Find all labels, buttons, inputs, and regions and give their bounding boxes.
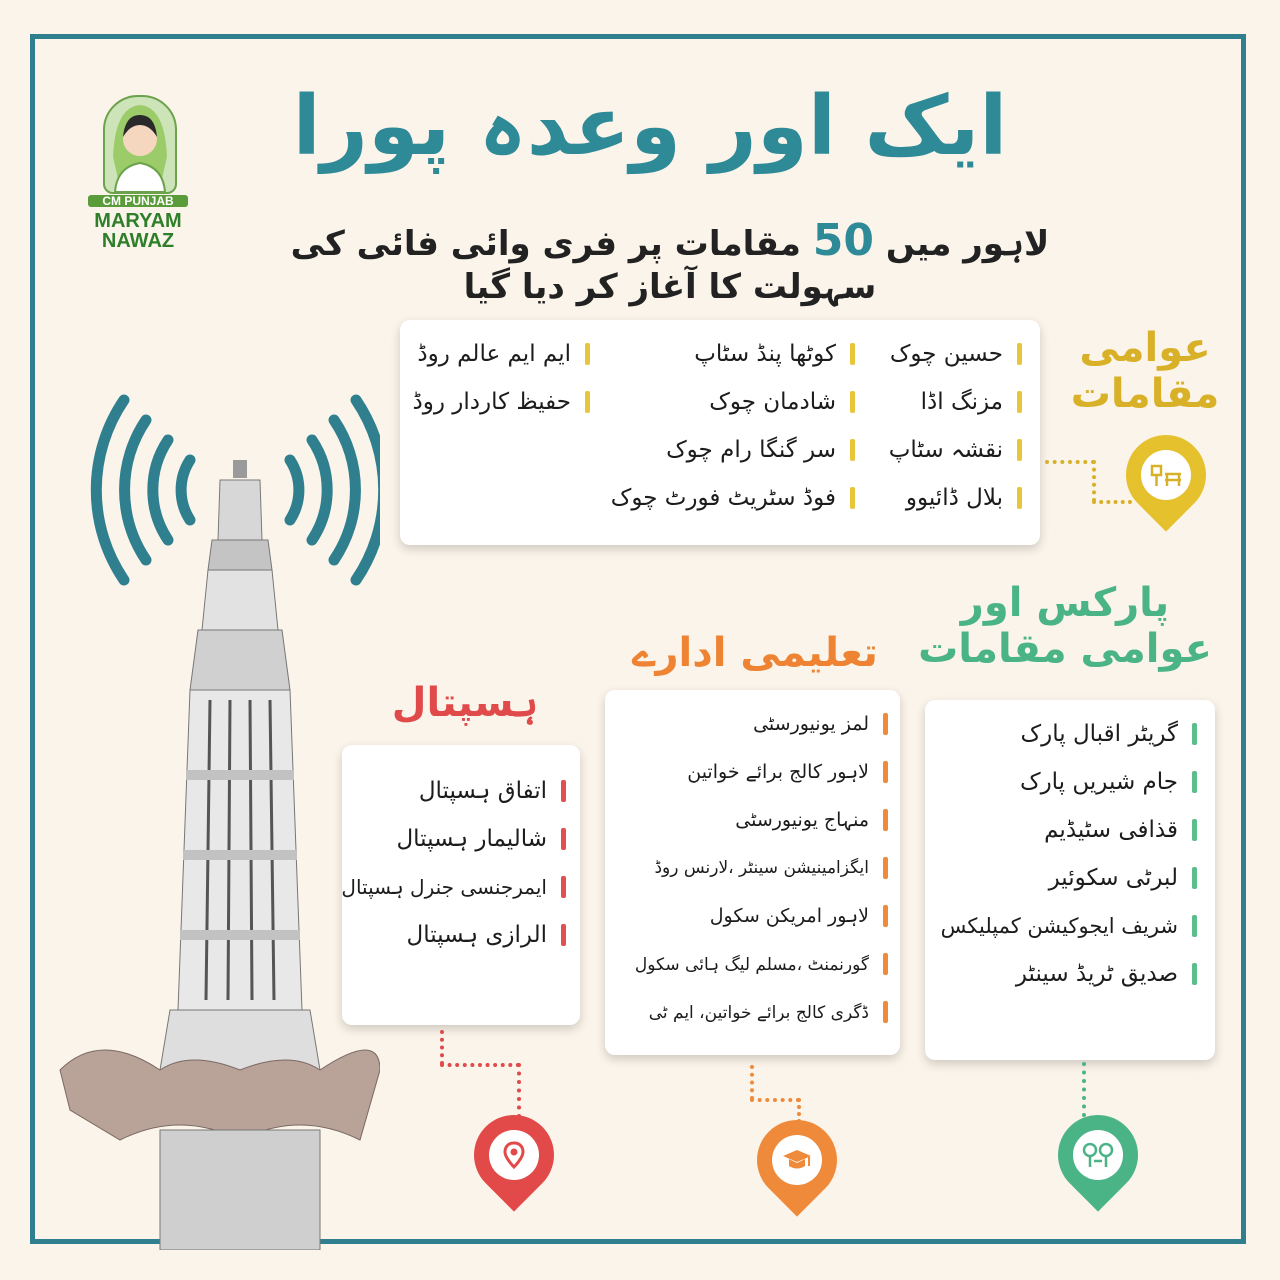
connector-line	[1082, 1062, 1086, 1117]
bullet-bar	[561, 780, 566, 802]
education-list	[635, 700, 888, 1036]
bullet-bar	[1017, 343, 1022, 365]
list-item-label: فوڈ سٹریٹ فورٹ چوک	[610, 485, 836, 511]
public-places-col-3	[412, 330, 590, 426]
list-item	[611, 426, 855, 474]
bullet-bar	[883, 857, 888, 879]
logo-line-2: MARYAM	[94, 210, 182, 232]
connector-line	[1092, 500, 1132, 504]
bullet-bar	[850, 391, 855, 413]
list-item-label: منہاج یونیورسٹی	[735, 809, 869, 831]
bullet-bar	[561, 828, 566, 850]
graduation-cap-icon	[772, 1135, 822, 1185]
subtitle-part-1: لاہور میں	[885, 224, 1050, 264]
hospitals-heading: ہسپتال	[391, 680, 539, 726]
bullet-bar	[585, 391, 590, 413]
trees-icon	[1073, 1130, 1123, 1180]
list-item-label: لبرٹی سکوئیر	[1048, 865, 1178, 891]
public-places-heading	[1050, 325, 1240, 417]
list-item-label: سر گنگا رام چوک	[666, 437, 836, 463]
bullet-bar	[1192, 867, 1197, 889]
bullet-bar	[1192, 915, 1197, 937]
heading-line-2: عوامی مقامات	[918, 626, 1212, 672]
connector-line	[750, 1098, 800, 1102]
list-item	[635, 700, 888, 748]
list-item	[635, 748, 888, 796]
connector-line	[440, 1063, 520, 1067]
connector-line	[517, 1063, 521, 1118]
parks-card	[925, 700, 1215, 1060]
bullet-bar	[1192, 963, 1197, 985]
list-item-label: شادمان چوک	[709, 389, 836, 415]
location-pin-icon	[489, 1130, 539, 1180]
bullet-bar	[883, 1001, 888, 1023]
list-item-label: نقشہ سٹاپ	[888, 437, 1003, 463]
list-item	[412, 330, 590, 378]
public-places-col-1	[889, 330, 1022, 522]
list-item-label: حفیظ کاردار روڈ	[412, 389, 571, 415]
education-card	[605, 690, 900, 1055]
list-item	[412, 378, 590, 426]
bullet-bar	[883, 761, 888, 783]
list-item-label: لمز یونیورسٹی	[753, 713, 869, 735]
list-item-label: قذافی سٹیڈیم	[1044, 817, 1178, 843]
list-item	[341, 815, 566, 863]
bullet-bar	[561, 924, 566, 946]
list-item	[941, 950, 1197, 998]
cm-logo	[88, 95, 188, 250]
connector-line	[750, 1065, 754, 1100]
list-item	[941, 806, 1197, 854]
list-item-label: لاہور کالج برائے خواتین	[687, 761, 869, 783]
page-subtitle	[230, 215, 1110, 307]
bullet-bar	[585, 343, 590, 365]
connector-line	[1045, 460, 1095, 464]
bullet-bar	[561, 876, 566, 898]
list-item-label: جام شیریں پارک	[1019, 769, 1178, 795]
bullet-bar	[883, 905, 888, 927]
bullet-bar	[883, 809, 888, 831]
logo-line-3: NAWAZ	[101, 230, 175, 252]
list-item	[889, 426, 1022, 474]
public-places-card	[400, 320, 1040, 545]
logo-line-1: CM PUNJAB	[88, 195, 188, 207]
heading-line-1: پارکس اور	[960, 580, 1170, 626]
list-item-label: ایگزامینیشن سینٹر ،لارنس روڈ	[654, 858, 869, 878]
list-item-label: صدیق ٹریڈ سینٹر	[1015, 961, 1178, 987]
hospitals-list	[341, 767, 566, 959]
list-item	[889, 330, 1022, 378]
heading-line-2: مقامات	[1070, 371, 1220, 417]
list-item-label: مزنگ اڈا	[920, 389, 1003, 415]
subtitle-part-2: مقامات پر فری وائی فائی کی سہولت کا آغاز کر دیا گیا	[290, 224, 877, 307]
list-item	[889, 474, 1022, 522]
parks-list	[941, 710, 1197, 998]
list-item-label: گریٹر اقبال پارک	[1020, 721, 1178, 747]
list-item-label: لاہور امریکن سکول	[709, 905, 869, 927]
connector-line	[1092, 460, 1096, 502]
hospitals-card	[342, 745, 580, 1025]
subtitle-number: 50	[812, 215, 874, 266]
bullet-bar	[1192, 819, 1197, 841]
parks-heading	[905, 580, 1225, 672]
list-item	[889, 378, 1022, 426]
list-item	[611, 474, 855, 522]
bullet-bar	[850, 487, 855, 509]
list-item	[341, 767, 566, 815]
bullet-bar	[1192, 723, 1197, 745]
list-item	[635, 892, 888, 940]
bullet-bar	[1017, 391, 1022, 413]
portrait-icon	[103, 95, 177, 194]
list-item-label: ایمرجنسی جنرل ہسپتال	[341, 875, 547, 899]
list-item	[941, 854, 1197, 902]
list-item-label: الرازی ہسپتال	[406, 922, 547, 948]
heading-line-1: عوامی	[1079, 325, 1211, 371]
list-item	[341, 911, 566, 959]
list-item-label: بلال ڈائیوو	[905, 485, 1003, 511]
list-item-label: حسین چوک	[889, 341, 1003, 367]
bullet-bar	[1017, 487, 1022, 509]
public-places-col-2	[611, 330, 855, 522]
list-item-label: شالیمار ہسپتال	[396, 826, 547, 852]
list-item-label: ڈگری کالج برائے خواتین، ایم ٹی	[648, 1002, 869, 1023]
list-item-label: گورنمنٹ ،مسلم لیگ ہائی سکول	[634, 954, 869, 975]
list-item-label: ایم ایم عالم روڈ	[417, 341, 571, 367]
bullet-bar	[850, 343, 855, 365]
park-bench-icon	[1141, 450, 1191, 500]
bullet-bar	[1192, 771, 1197, 793]
list-item	[941, 758, 1197, 806]
bullet-bar	[883, 713, 888, 735]
list-item	[635, 940, 888, 988]
bullet-bar	[850, 439, 855, 461]
list-item-label: شریف ایجوکیشن کمپلیکس	[940, 914, 1178, 938]
connector-line	[440, 1030, 444, 1065]
bullet-bar	[1017, 439, 1022, 461]
list-item	[941, 902, 1197, 950]
list-item	[611, 330, 855, 378]
list-item	[635, 796, 888, 844]
list-item-label: کوٹھا پنڈ سٹاپ	[694, 341, 836, 367]
list-item	[941, 710, 1197, 758]
list-item	[635, 844, 888, 892]
bullet-bar	[883, 953, 888, 975]
list-item	[341, 863, 566, 911]
list-item	[635, 988, 888, 1036]
list-item-label: اتفاق ہسپتال	[418, 778, 547, 804]
minar-tower-illustration	[40, 370, 380, 1250]
education-heading: تعلیمی ادارے	[632, 630, 878, 676]
list-item	[611, 378, 855, 426]
page-title: ایک اور وعدہ پورا	[292, 79, 1008, 174]
